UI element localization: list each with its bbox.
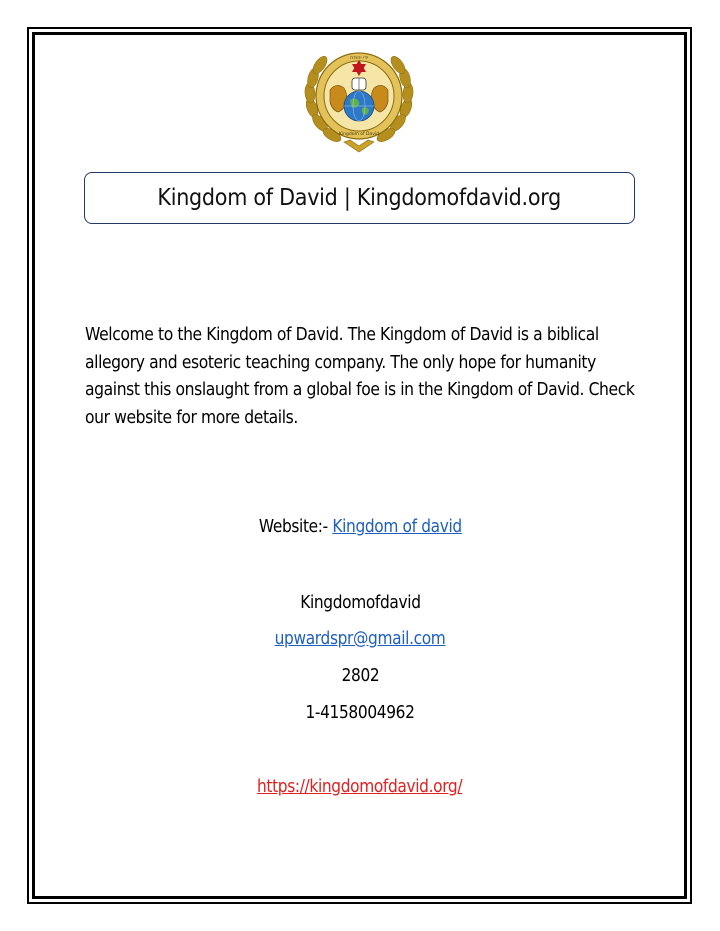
number-text: 2802	[341, 666, 379, 686]
seal-bottom-text: Kingdom of David	[338, 132, 380, 137]
document-title: Kingdom of David | Kingdomofdavid.org	[157, 185, 562, 211]
company-name-text: Kingdomofdavid	[299, 593, 421, 613]
seal-top-text: ידי יהודה	[349, 55, 369, 61]
kingdom-of-david-seal-logo	[300, 38, 418, 154]
email-link[interactable]: upwardspr@gmail.com	[274, 629, 446, 649]
phone-text: 1-4158004962	[305, 703, 415, 723]
title-box	[84, 172, 635, 224]
phone-line	[0, 703, 720, 723]
url-link[interactable]: https://kingdomofdavid.org/	[257, 777, 463, 797]
number-line	[0, 666, 720, 686]
company-name	[0, 593, 720, 613]
intro-paragraph: Welcome to the Kingdom of David. The Kingdom of David is a biblical allegory and esoteric teaching company. The only hope for humanity against this onslaught from a global foe is in the Kingdom of David. Check our website for more details.	[85, 325, 635, 428]
website-line	[0, 517, 720, 537]
page-border-inner	[32, 32, 687, 899]
url-line	[0, 777, 720, 797]
website-link[interactable]: Kingdom of david	[332, 517, 462, 537]
email-line	[0, 629, 720, 649]
website-label: Website:-	[258, 517, 328, 537]
